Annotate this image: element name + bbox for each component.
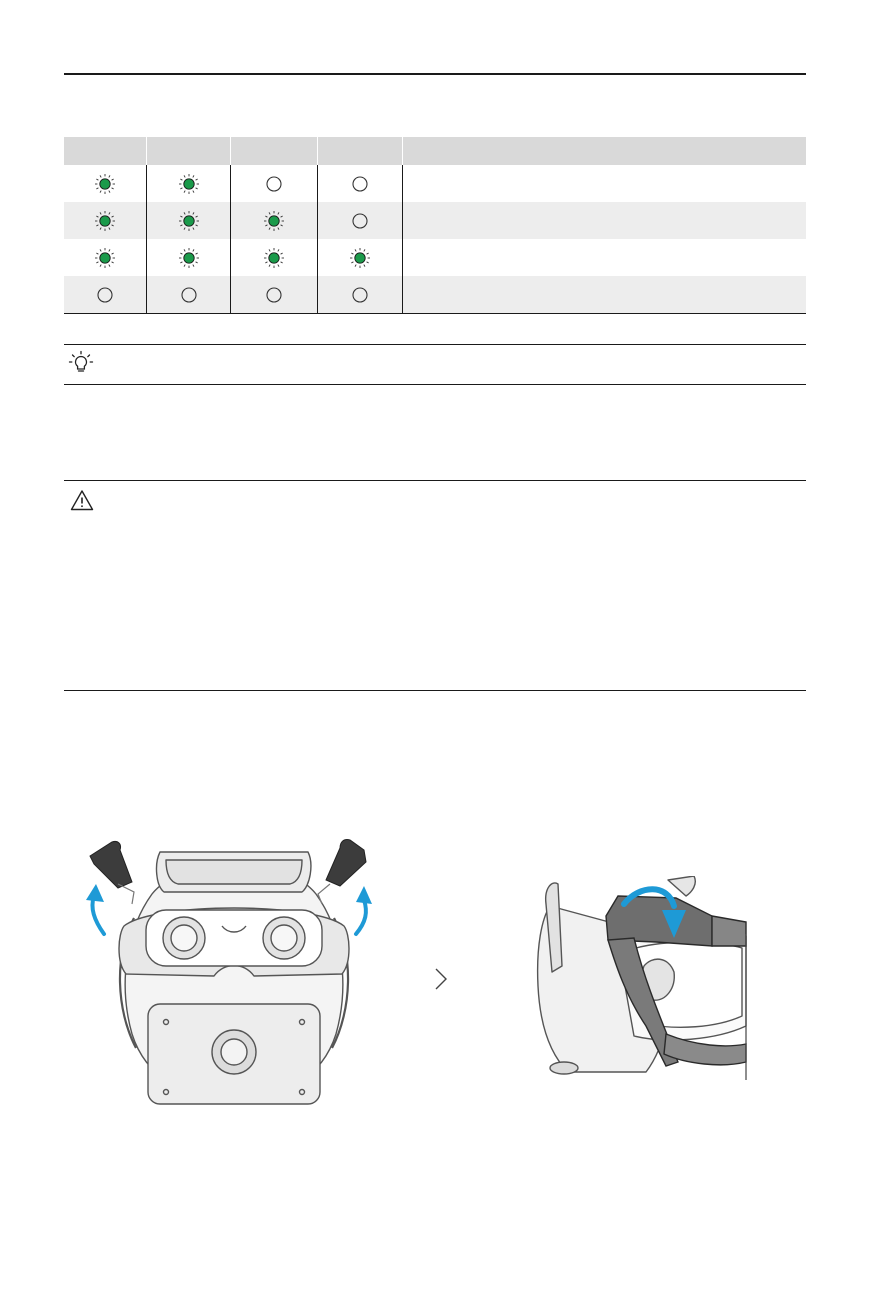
led-cell	[147, 276, 231, 314]
battery-led-table	[64, 137, 806, 314]
led-cell	[318, 276, 403, 314]
warning-bottom-rule	[64, 690, 806, 691]
led-blinking-green-icon	[93, 172, 117, 196]
led-blinking-green-icon	[262, 246, 286, 270]
header-led3	[231, 137, 318, 165]
table-row	[64, 239, 806, 276]
warning-triangle-icon	[70, 489, 94, 511]
table-header-row	[64, 137, 806, 165]
led-off-icon	[177, 283, 201, 307]
goggles-front-illustration	[74, 834, 394, 1110]
led-cell	[147, 239, 231, 276]
header-led1	[64, 137, 147, 165]
led-description	[403, 202, 807, 239]
led-cell	[231, 276, 318, 314]
table-row	[64, 165, 806, 202]
led-cell	[231, 165, 318, 202]
led-off-icon	[262, 172, 286, 196]
header-led4	[318, 137, 403, 165]
led-cell	[147, 165, 231, 202]
header-description	[403, 137, 807, 165]
table-row	[64, 276, 806, 314]
led-cell	[231, 239, 318, 276]
led-cell	[64, 239, 147, 276]
led-off-icon	[348, 172, 372, 196]
led-description	[403, 276, 807, 314]
header-led2	[147, 137, 231, 165]
led-cell	[64, 202, 147, 239]
led-blinking-green-icon	[93, 246, 117, 270]
tip-top-rule	[64, 344, 806, 345]
led-off-icon	[262, 283, 286, 307]
tip-bottom-rule	[64, 384, 806, 385]
top-rule	[64, 73, 806, 75]
led-cell	[231, 202, 318, 239]
led-blinking-green-icon	[177, 209, 201, 233]
led-cell	[318, 239, 403, 276]
led-cell	[318, 165, 403, 202]
led-off-icon	[348, 209, 372, 233]
led-description	[403, 239, 807, 276]
led-cell	[147, 202, 231, 239]
table-row	[64, 202, 806, 239]
led-blinking-green-icon	[348, 246, 372, 270]
led-blinking-green-icon	[93, 209, 117, 233]
led-cell	[318, 202, 403, 239]
led-description	[403, 165, 807, 202]
led-blinking-green-icon	[177, 246, 201, 270]
warning-top-rule	[64, 480, 806, 481]
led-off-icon	[348, 283, 372, 307]
led-off-icon	[93, 283, 117, 307]
chevron-right-icon	[432, 966, 450, 992]
lightbulb-icon	[68, 350, 94, 376]
led-blinking-green-icon	[262, 209, 286, 233]
led-cell	[64, 165, 147, 202]
led-blinking-green-icon	[177, 172, 201, 196]
headband-attach-illustration	[516, 876, 770, 1088]
led-cell	[64, 276, 147, 314]
